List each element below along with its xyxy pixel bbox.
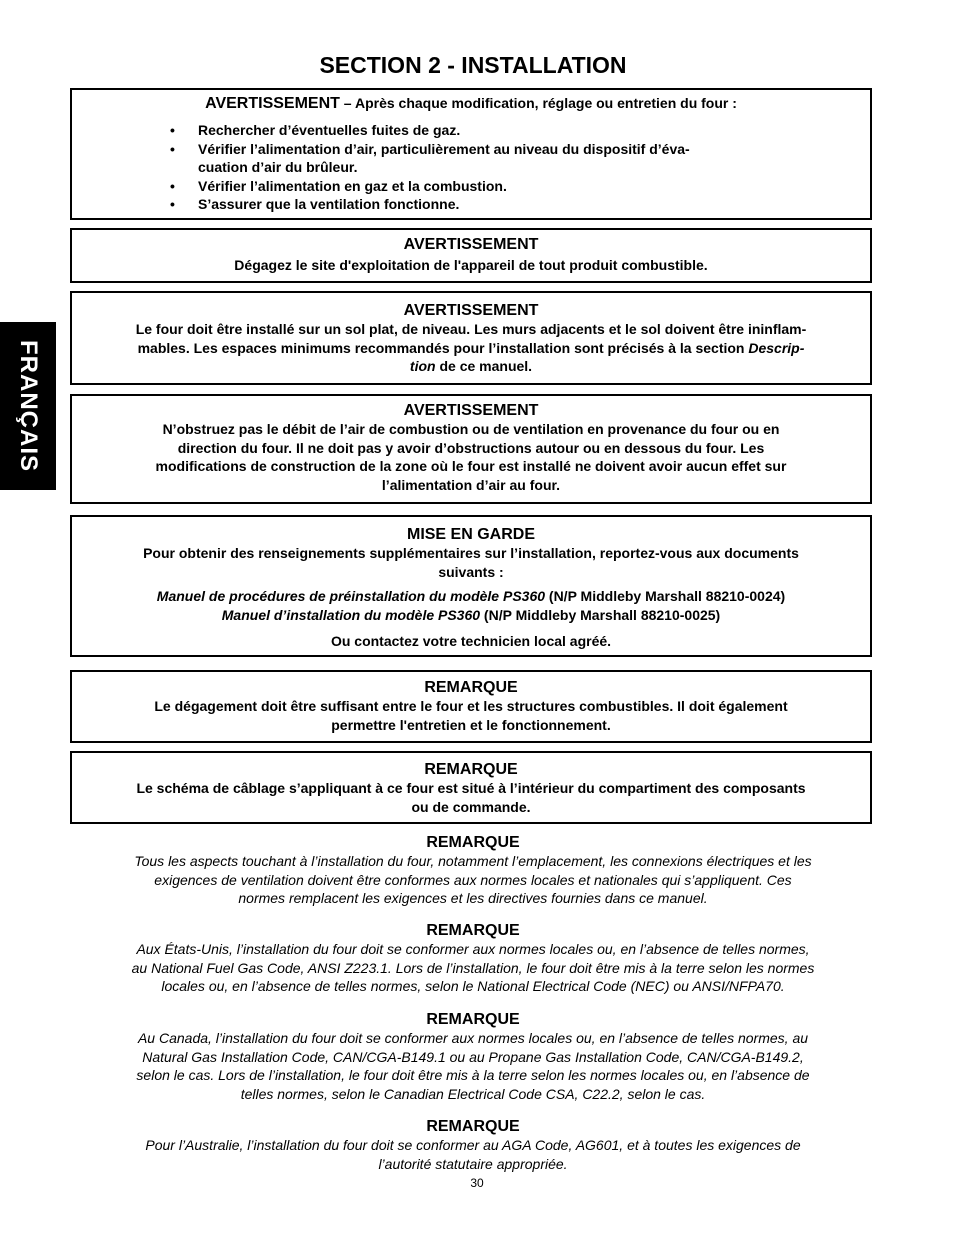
note-text-line: Pour l’Australie, l’installation du four doit se conformer au AGA Code, AG601, et à toutes les exigences de — [145, 1137, 801, 1153]
warning-text: Dégagez le site d'exploitation de l'appareil de tout produit combustible. — [234, 257, 708, 273]
caution-contact: Ou contactez votre technicien local agréé. — [330, 633, 612, 649]
note-heading: REMARQUE — [426, 834, 520, 851]
note-text-line: au National Fuel Gas Code, ANSI Z223.1. Lors de l’installation, le four doit être mis à la terre selon les normes — [131, 959, 815, 976]
note-usa — [90, 921, 856, 996]
bullet-icon: • — [170, 196, 175, 212]
checklist-item: • S’assurer que la ventilation fonctionne. — [170, 196, 460, 212]
warning-heading: AVERTISSEMENT — [205, 95, 340, 112]
caution-text-line: Pour obtenir des renseignements supplémentaires sur l’installation, reportez-vous aux documents — [143, 545, 799, 561]
note-heading: REMARQUE — [424, 761, 518, 778]
warning-text-line: direction du four. Il ne doit pas y avoir d’obstructions autour ou en dessous du four. Les — [177, 439, 765, 456]
document-title: Manuel de procédures de préinstallation du modèle PS360 — [156, 588, 546, 604]
note-text-line: Aux États-Unis, l’installation du four doit se conformer aux normes locales ou, en l’absence de telles normes, — [136, 941, 810, 957]
document-reference: Manuel d’installation du modèle PS360 (N/P Middleby Marshall 88210-0025) — [221, 606, 721, 623]
section-reference: tion — [409, 358, 436, 374]
note-box-wiring — [70, 751, 872, 824]
note-text-line: exigences de ventilation doivent être conformes aux normes locales et nationales qui s’appliquent. Ces — [154, 871, 792, 888]
warning-text-line: Le four doit être installé sur un sol plat, de niveau. Les murs adjacents et le sol doivent être ininflam- — [135, 321, 807, 337]
note-codes — [90, 833, 856, 908]
note-canada — [90, 1010, 856, 1103]
warning-text-line: N’obstruez pas le débit de l’air de combustion ou de ventilation en provenance du four ou en — [162, 421, 780, 437]
checklist-item: • Rechercher d’éventuelles fuites de gaz. — [170, 122, 461, 138]
note-heading: REMARQUE — [426, 1011, 520, 1028]
note-text-line: Le dégagement doit être suffisant entre le four et les structures combustibles. Il doit également — [154, 698, 788, 714]
caution-heading: MISE EN GARDE — [406, 526, 535, 543]
note-heading: REMARQUE — [424, 679, 518, 696]
warning-heading-line — [72, 94, 870, 114]
language-tab — [0, 322, 56, 490]
note-text-line: locales ou, en l’absence de telles normes, selon le National Electrical Code (NEC) ou ANSI/NFPA70. — [161, 978, 785, 994]
note-text-line: normes remplacent les exigences et les directives fournies dans ce manuel. — [238, 890, 708, 906]
note-box-clearance — [70, 670, 872, 743]
warning-box-airflow — [70, 394, 872, 504]
checklist-item-continued: cuation d’air du brûleur. — [198, 159, 358, 175]
document-reference: Manuel de procédures de préinstallation du modèle PS360 (N/P Middleby Marshall 88210-0024) — [156, 588, 786, 604]
note-text-line: Natural Gas Installation Code, CAN/CGA-B149.1 ou au Propane Gas Installation Code, CAN/CGA-B149.2, — [142, 1048, 804, 1065]
note-text-line: l’autorité statutaire appropriée. — [378, 1155, 568, 1172]
warning-box-maintenance — [70, 88, 872, 220]
language-tab-label: FRANÇAIS — [15, 340, 42, 472]
warning-heading-rest: – Après chaque modification, réglage ou entretien du four : — [339, 95, 737, 111]
warning-heading: AVERTISSEMENT — [403, 402, 539, 419]
warning-text-line: modifications de construction de la zone où le four est installé ne doivent avoir aucun effet sur — [155, 458, 787, 474]
bullet-icon: • — [170, 140, 175, 157]
page-number: 30 — [470, 1176, 484, 1190]
note-australia — [90, 1117, 856, 1173]
warning-text-line: tion de ce manuel. — [409, 358, 533, 374]
document-title: Manuel d’installation du modèle PS360 — [221, 606, 481, 623]
section-title: SECTION 2 - INSTALLATION — [319, 52, 627, 78]
bullet-icon: • — [170, 122, 175, 138]
checklist-item: • Vérifier l’alimentation en gaz et la combustion. — [170, 177, 507, 194]
note-text-line: ou de commande. — [411, 798, 531, 815]
warning-box-combustibles — [70, 228, 872, 283]
warning-heading: AVERTISSEMENT — [403, 302, 539, 319]
caution-box-documents — [70, 515, 872, 657]
warning-text-line: mables. Les espaces minimums recommandés pour l’installation sont précisés à la section Descrip- — [137, 339, 805, 356]
note-text-line: permettre l'entretien et le fonctionnement. — [331, 716, 611, 733]
warning-text-line: l’alimentation d’air au four. — [381, 476, 561, 493]
note-text-line: selon le cas. Lors de l’installation, le four doit être mis à la terre selon les normes locales ou, en l’absence de — [136, 1067, 810, 1083]
note-heading: REMARQUE — [426, 922, 520, 939]
warning-heading: AVERTISSEMENT — [403, 236, 539, 253]
checklist — [72, 121, 870, 214]
caution-text-line: suivants : — [438, 563, 504, 580]
note-text-line: Le schéma de câblage s’appliquant à ce four est situé à l’intérieur du compartiment des composants — [136, 780, 806, 796]
note-text-line: Tous les aspects touchant à l’installation du four, notamment l’emplacement, les connexions électriques et les — [134, 853, 812, 869]
bullet-icon: • — [170, 177, 175, 194]
section-reference: Descrip- — [748, 339, 805, 356]
note-heading: REMARQUE — [426, 1118, 520, 1135]
warning-box-floor — [70, 291, 872, 385]
note-text-line: telles normes, selon le Canadian Electrical Code CSA, C22.2, selon le cas. — [240, 1085, 706, 1102]
checklist-item: • Vérifier l’alimentation d’air, particulièrement au niveau du dispositif d’éva- — [170, 140, 690, 157]
note-text-line: Au Canada, l’installation du four doit se conformer aux normes locales ou, en l’absence de telles normes, au — [137, 1030, 809, 1046]
